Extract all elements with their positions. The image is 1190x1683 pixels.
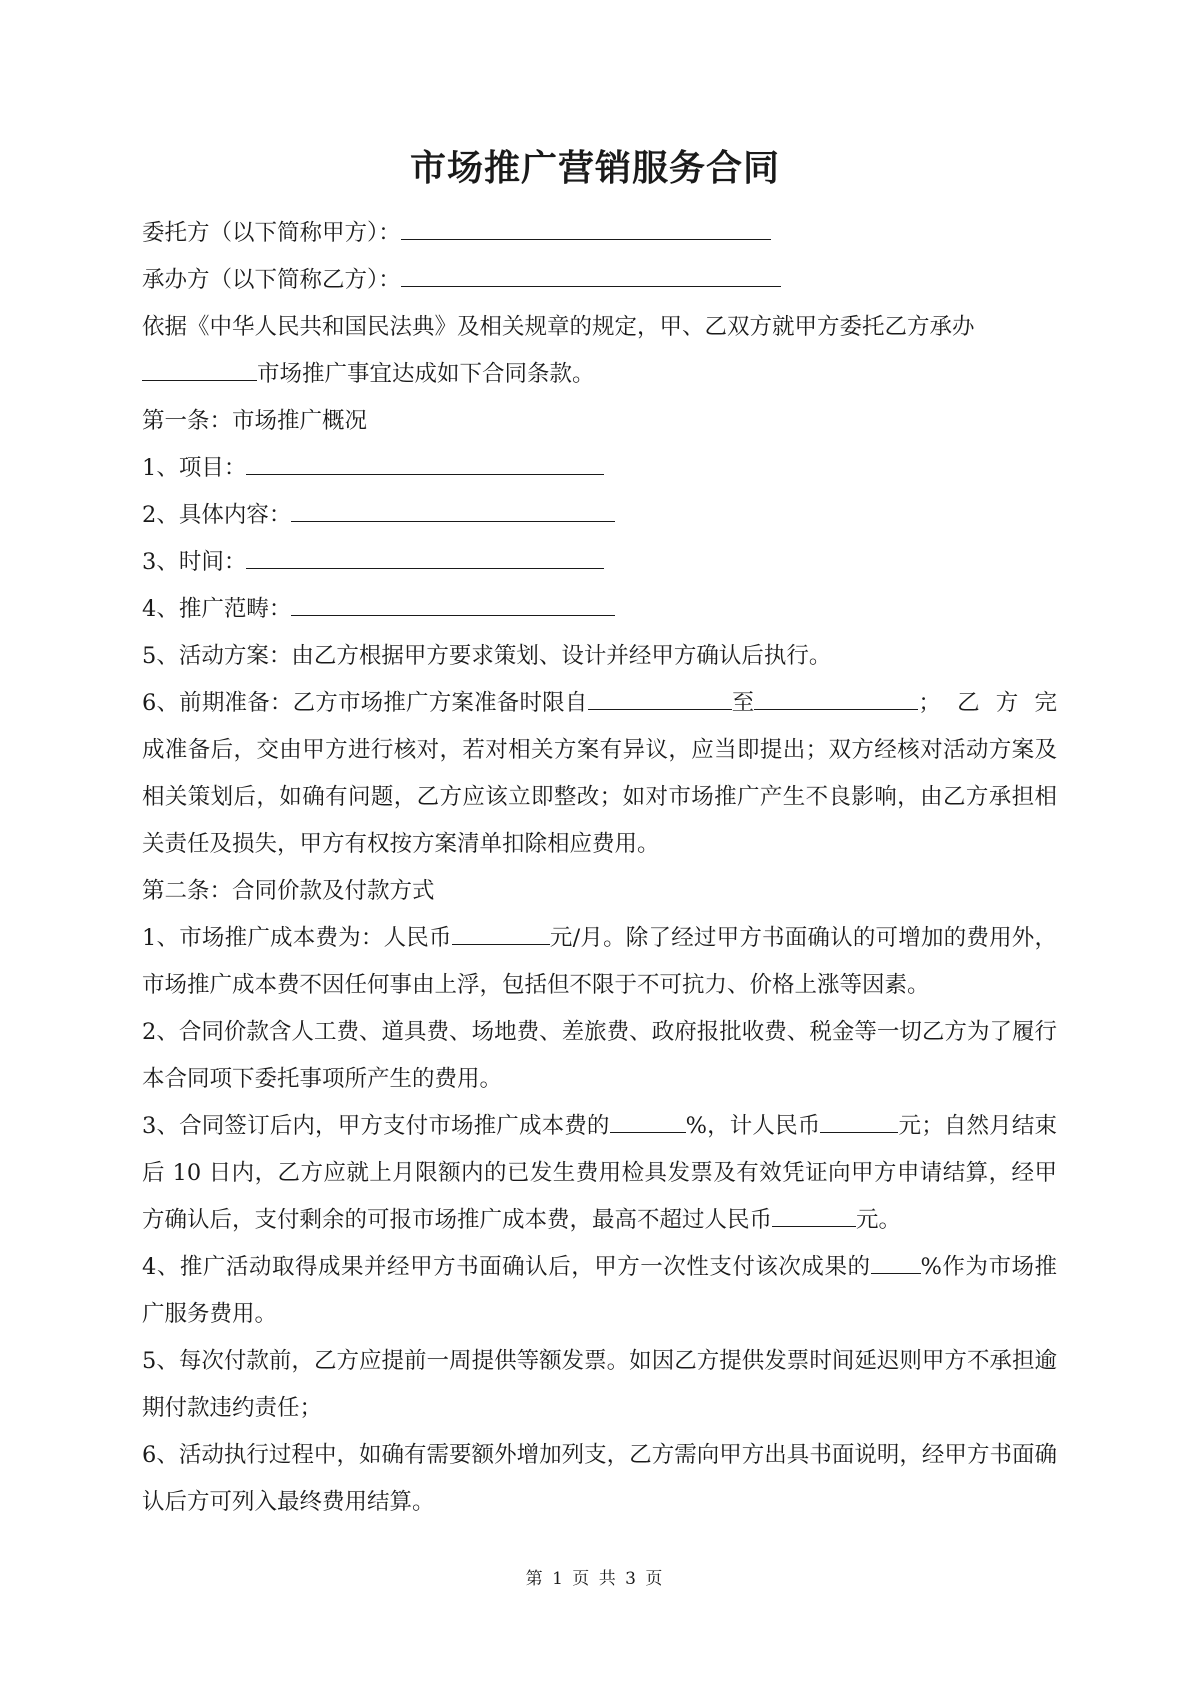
item-6-text-rest: 完成准备后，交由甲方进行核对，若对相关方案有异议，应当即提出；双方经核对活动方案及相关策划后，如确有问题，乙方应该立即整改；如对市场推广产生不良影响，由乙方承担相关责任及损失，甲方有权按方案清单扣除相应费用。: [142, 690, 1057, 857]
intro-line-2: [142, 351, 1057, 398]
item-6-start-blank: [588, 683, 732, 710]
a2-item-3-text-d: 元。: [856, 1207, 902, 1233]
item-6-text-a: 6、前期准备：乙方市场推广方案准备时限自: [142, 690, 588, 716]
article-1-item-3: [142, 539, 1057, 586]
article-1-heading: 第一条：市场推广概况: [142, 408, 368, 434]
party-b-label: 承办方（以下简称乙方）：: [142, 267, 401, 293]
article-2-item-2: 2、合同价款含人工费、道具费、场地费、差旅费、政府报批收费、税金等一切乙方为了履行本合同项下委托事项所产生的费用。: [142, 1019, 1057, 1092]
item-4-label: 4、推广范畴：: [142, 596, 292, 622]
item-6-end-blank: [754, 683, 918, 710]
a2-item-3-text-b: %，计人民币: [685, 1113, 821, 1139]
party-b-blank: [401, 260, 781, 287]
article-1-item-4: [142, 586, 1057, 633]
intro-line-1: 依据《中华人民共和国民法典》及相关规章的规定，甲、乙双方就甲方委托乙方承办: [142, 314, 975, 340]
article-2-item-4: [142, 1244, 1057, 1338]
item-6-text-b: 至: [731, 690, 755, 716]
article-1-item-6: [142, 680, 1057, 868]
a2-item-3-max-blank: [772, 1200, 856, 1227]
document-title: 市场推广营销服务合同: [409, 147, 780, 189]
intro-line-2-text: 市场推广事宜达成如下合同条款。: [257, 361, 595, 387]
article-2-heading: 第二条：合同价款及付款方式: [142, 878, 435, 904]
a2-item-3-text-c: 元；自然月结束后 10 日内，乙方应就上月限额内的已发生费用检具发票及有效凭证向甲方申请结算，经甲方确认后，支付剩余的可报市场推广成本费，最高不超过人民币: [142, 1113, 1057, 1233]
article-2-item-3: [142, 1103, 1057, 1244]
item-2-blank: [291, 495, 615, 522]
article-2-item-1: [142, 915, 1057, 1009]
page-footer: 第 1 页 共 3 页: [525, 1569, 665, 1589]
article-1-item-5: 5、活动方案：由乙方根据甲方要求策划、设计并经甲方确认后执行。: [142, 643, 832, 669]
item-3-label: 3、时间：: [142, 549, 247, 575]
document-body: [142, 210, 1057, 1526]
a2-item-3-percent-blank: [610, 1106, 686, 1133]
item-1-blank: [246, 448, 604, 475]
a2-item-4-text-a: 4、推广活动取得成果并经甲方书面确认后，甲方一次性支付该次成果的: [142, 1254, 871, 1280]
item-3-blank: [246, 542, 604, 569]
party-a-line: [142, 210, 1057, 257]
a2-item-1-text-a: 1、市场推广成本费为：人民币: [142, 925, 452, 951]
item-6-text-c: ；乙方: [918, 690, 1035, 716]
a2-item-3-amount-blank: [820, 1106, 898, 1133]
party-a-label: 委托方（以下简称甲方）：: [142, 220, 401, 246]
intro-blank: [142, 354, 257, 381]
item-4-blank: [291, 589, 615, 616]
article-2-item-5: 5、每次付款前，乙方应提前一周提供等额发票。如因乙方提供发票时间延迟则甲方不承担逾期付款违约责任；: [142, 1348, 1057, 1421]
a2-item-1-text-b: 元/月。除了经过甲方书面确认的可增加的费用外，市场推广成本费不因任何事由上浮，包括但不限于不可抗力、价格上涨等因素。: [142, 925, 1057, 998]
party-a-blank: [401, 213, 771, 240]
a2-item-1-blank: [452, 918, 550, 945]
a2-item-4-blank: [871, 1247, 921, 1274]
party-b-line: [142, 257, 1057, 304]
article-1-item-2: [142, 492, 1057, 539]
a2-item-3-text-a: 3、合同签订后内，甲方支付市场推广成本费的: [142, 1113, 610, 1139]
article-2-item-6: 6、活动执行过程中，如确有需要额外增加列支，乙方需向甲方出具书面说明，经甲方书面确认后方可列入最终费用结算。: [142, 1442, 1057, 1515]
item-1-label: 1、项目：: [142, 455, 247, 481]
item-2-label: 2、具体内容：: [142, 502, 292, 528]
article-1-item-1: [142, 445, 1057, 492]
a2-item-4-text-b: %作为市场推广服务费用。: [142, 1254, 1057, 1327]
